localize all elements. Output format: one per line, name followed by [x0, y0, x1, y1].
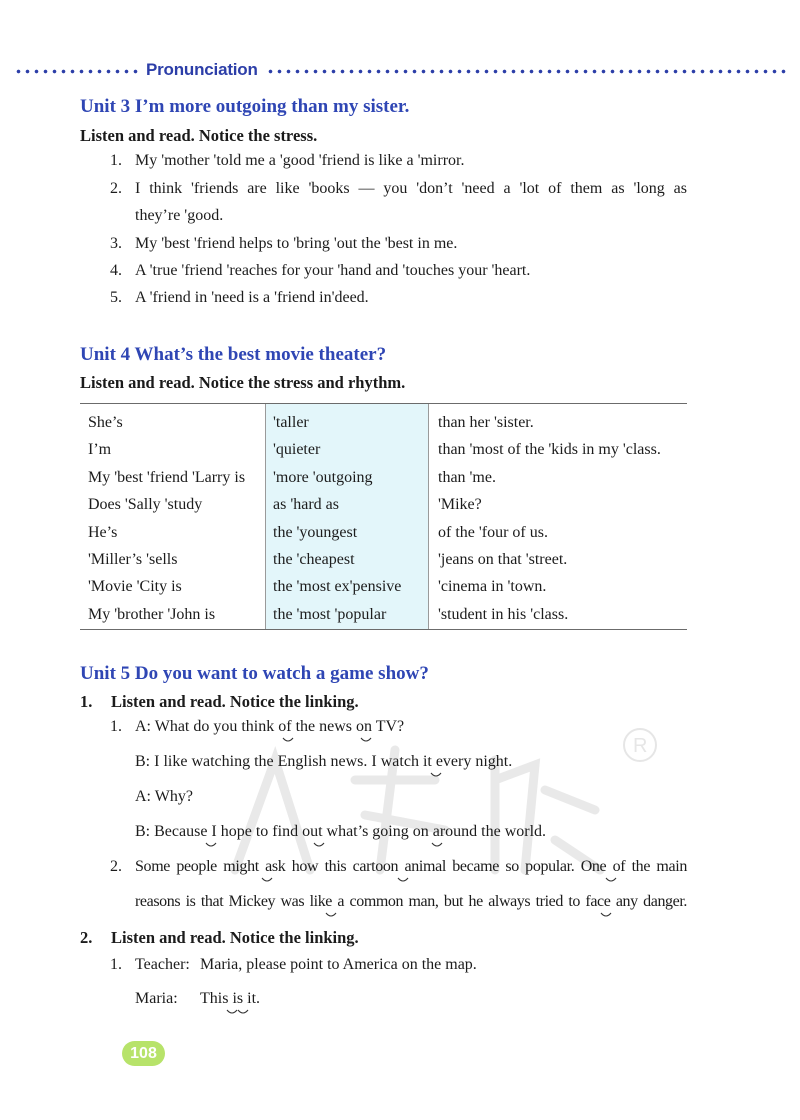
table-cell: the 'youngest — [273, 523, 358, 541]
unit3-item-text: A 'friend in 'need is a 'friend in'deed. — [135, 289, 369, 306]
unit5-section-number: 2. — [80, 928, 93, 947]
unit3-item-continuation: they’re 'good. — [135, 207, 224, 224]
table-cell: the 'most 'popular — [273, 605, 387, 623]
table-cell: 'Miller’s 'sells — [88, 550, 178, 568]
unit5-item-number: 1. — [110, 956, 122, 973]
table-row — [80, 544, 687, 571]
dialogue-line: This is it. — [200, 990, 261, 1007]
table-cell: 'Movie 'City is — [88, 578, 182, 596]
unit3-item-text: My 'mother 'told me a 'good 'friend is like a 'mirror. — [135, 152, 465, 169]
unit5-title: Unit 5 Do you want to watch a game show? — [80, 663, 429, 684]
section-header-title: Pronunciation — [146, 60, 258, 79]
dialogue-line: B: I like watching the English news. I watch it every night. — [135, 753, 513, 770]
linking-mark — [606, 878, 616, 881]
table-row — [80, 571, 687, 598]
unit3-item-number: 2. — [110, 180, 122, 197]
table-row — [80, 517, 687, 544]
stress-rhythm-table — [80, 403, 687, 630]
table-row — [80, 434, 687, 461]
unit3-item-number: 5. — [110, 289, 122, 306]
dialogue-line: A: What do you think of the news on TV? — [135, 718, 405, 735]
dialogue-line: Maria, please point to America on the map. — [200, 956, 477, 973]
unit3-item-number: 4. — [110, 262, 122, 279]
table-cell: My 'brother 'John is — [88, 605, 216, 623]
linking-mark — [283, 738, 293, 741]
dotted-rule-right — [266, 69, 786, 74]
linking-mark — [227, 1010, 237, 1013]
table-cell: than 'me. — [438, 468, 496, 486]
section-header — [14, 58, 786, 84]
speaker-label: Teacher: — [135, 956, 190, 973]
passage-line: Some people might ask how this cartoon animal became so popular. One of the main — [135, 858, 687, 875]
dotted-rule-left — [14, 69, 138, 74]
unit3-instruction: Listen and read. Notice the stress. — [80, 126, 318, 145]
table-cell: 'Mike? — [438, 496, 482, 514]
table-cell: the 'most ex'pensive — [273, 578, 402, 596]
unit5-item-number: 1. — [110, 718, 122, 735]
table-cell: 'quieter — [273, 441, 321, 459]
unit3-item-number: 1. — [110, 152, 122, 169]
unit3-item-number: 3. — [110, 235, 122, 252]
unit3-item-text: My 'best 'friend helps to 'bring 'out the 'best in me. — [135, 235, 458, 252]
linking-mark — [431, 773, 441, 776]
table-row — [80, 462, 687, 489]
unit3-title: Unit 3 I’m more outgoing than my sister. — [80, 96, 410, 117]
unit5-section-instruction: Listen and read. Notice the linking. — [111, 928, 359, 947]
unit5-section-number: 1. — [80, 692, 93, 711]
linking-mark — [314, 843, 324, 846]
table-cell: than 'most of the 'kids in my 'class. — [438, 441, 661, 459]
dialogue-line: A: Why? — [135, 788, 193, 805]
table-row — [80, 407, 687, 434]
linking-mark — [361, 738, 371, 741]
linking-mark — [206, 843, 216, 846]
linking-mark — [238, 1010, 248, 1013]
svg-text:R: R — [633, 735, 648, 757]
table-cell: Does 'Sally 'study — [88, 496, 203, 514]
table-row — [80, 599, 687, 626]
table-cell: the 'cheapest — [273, 550, 355, 568]
table-cell: My 'best 'friend 'Larry is — [88, 468, 246, 486]
table-cell: of the 'four of us. — [438, 523, 548, 541]
passage-line: reasons is that Mickey was like a common man, but he always tried to face any danger. — [135, 893, 687, 910]
table-cell: 'jeans on that 'street. — [438, 550, 568, 568]
linking-mark — [601, 913, 611, 916]
table-cell: 'student in his 'class. — [438, 605, 569, 623]
linking-mark — [398, 878, 408, 881]
unit5-section-instruction: Listen and read. Notice the linking. — [111, 692, 359, 711]
table-cell: She’s — [88, 414, 123, 431]
table-row — [80, 489, 687, 516]
unit4-instruction: Listen and read. Notice the stress and rhythm. — [80, 373, 406, 392]
linking-mark — [262, 878, 272, 881]
table-cell: 'more 'outgoing — [273, 468, 373, 486]
table-cell: He’s — [88, 523, 118, 541]
unit5-item-number: 2. — [110, 858, 122, 875]
unit3-item-text: A 'true 'friend 'reaches for your 'hand and 'touches your 'heart. — [135, 262, 531, 279]
table-cell: as 'hard as — [273, 496, 339, 514]
dialogue-line: B: Because I hope to find out what’s going on around the world. — [135, 823, 547, 840]
table-cell: 'taller — [273, 414, 309, 431]
linking-mark — [326, 913, 336, 916]
table-cell: than her 'sister. — [438, 414, 534, 431]
publisher-watermark — [205, 720, 665, 880]
page-number-badge: 108 — [122, 1041, 165, 1066]
unit3-item-text: I think 'friends are like 'books — you 'don’t 'need a 'lot of them as 'long as — [135, 180, 687, 197]
linking-mark — [432, 843, 442, 846]
table-cell: I’m — [88, 441, 112, 459]
unit4-title: Unit 4 What’s the best movie theater? — [80, 344, 387, 365]
speaker-label: Maria: — [135, 990, 178, 1007]
table-cell: 'cinema in 'town. — [438, 578, 547, 596]
